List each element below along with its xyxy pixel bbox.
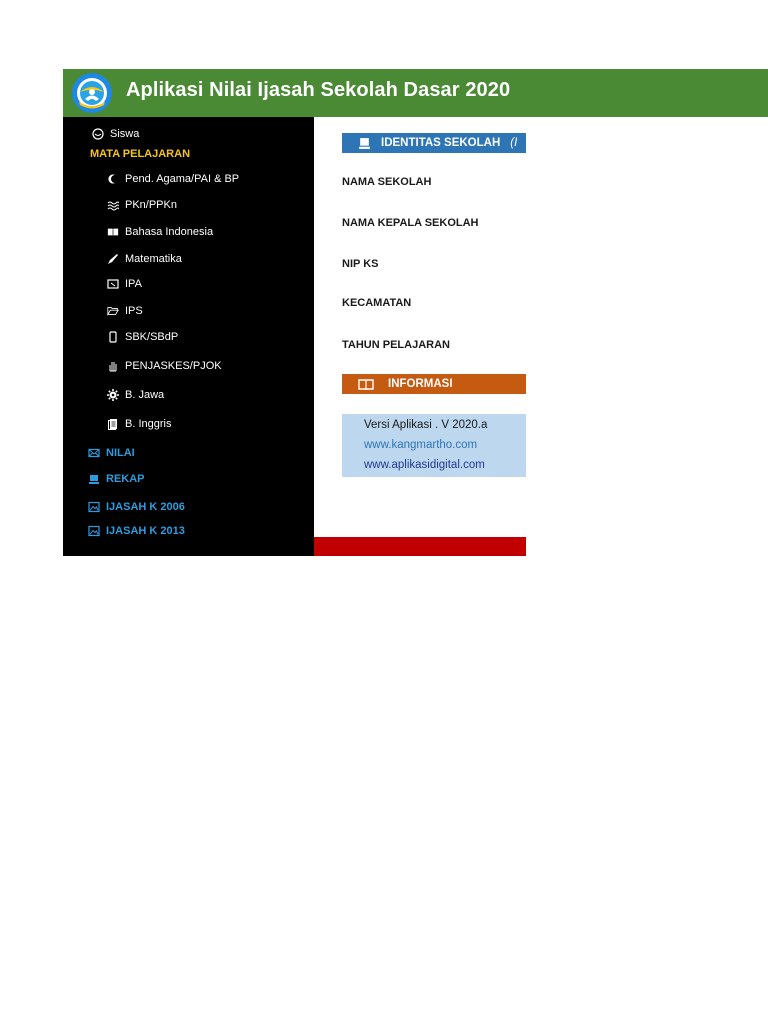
field-kecamatan: KECAMATAN (342, 297, 412, 309)
sidebar-item-label: NILAI (106, 447, 135, 459)
sidebar-item-label: Siswa (110, 128, 140, 140)
main-panel (314, 117, 526, 556)
sidebar-item-label: PKn/PPKn (125, 199, 177, 211)
hand-icon (106, 359, 120, 373)
computer-icon (358, 137, 371, 150)
sidebar-item-b-inggris[interactable] (106, 417, 171, 431)
sidebar-item-label: B. Inggris (125, 418, 172, 430)
waves-icon (106, 198, 120, 212)
sidebar-item-label: IJASAH K 2006 (106, 501, 185, 513)
sidebar-item-label: Pend. Agama/PAI & BP (125, 173, 240, 185)
field-tahun-pelajaran: TAHUN PELAJARAN (342, 339, 450, 351)
sidebar-item-siswa[interactable] (91, 127, 139, 141)
envelope-icon (87, 446, 101, 460)
globe-icon (91, 127, 105, 141)
sidebar-item-label: SBK/SBdP (125, 331, 179, 343)
sidebar-item-penjaskes[interactable] (106, 359, 222, 373)
book-open-icon (358, 378, 374, 391)
crescent-icon (106, 172, 120, 186)
sidebar-item-matematika[interactable] (106, 252, 182, 266)
info-box (342, 414, 526, 477)
sidebar-item-label: Bahasa Indonesia (125, 226, 214, 238)
sidebar-item-label: Matematika (125, 253, 182, 265)
section-mata-pelajaran: MATA PELAJARAN (90, 148, 191, 160)
app-title: Aplikasi Nilai Ijasah Sekolah Dasar 2020 (126, 79, 511, 101)
sidebar-item-ijasah-2013[interactable] (87, 524, 185, 538)
informasi-title: INFORMASI (388, 378, 453, 390)
sidebar-item-b-jawa[interactable] (106, 388, 164, 402)
folder-open-icon (106, 304, 120, 318)
app-version: Versi Aplikasi . V 2020.a (364, 419, 488, 431)
field-nama-sekolah: NAMA SEKOLAH (342, 176, 432, 188)
sidebar-item-ijasah-2006[interactable] (87, 500, 185, 514)
footer-strip (314, 537, 526, 556)
identitas-title: IDENTITAS SEKOLAH (381, 137, 501, 149)
identitas-header (342, 133, 526, 153)
book-open-icon (106, 225, 120, 239)
sidebar-item-label: IPS (125, 305, 143, 317)
sidebar-item-bahasa-indonesia[interactable] (106, 225, 213, 239)
sidebar-item-label: B. Jawa (125, 389, 165, 401)
sidebar-item-label: REKAP (106, 473, 145, 485)
sidebar-item-label: IPA (125, 278, 142, 290)
sidebar-item-ips[interactable] (106, 304, 143, 318)
sidebar-item-label: IJASAH K 2013 (106, 525, 185, 537)
image-icon (87, 524, 101, 538)
sidebar-item-pkn[interactable] (106, 198, 177, 212)
app-header (63, 69, 768, 117)
sidebar-item-label: PENJASKES/PJOK (125, 360, 222, 372)
field-nama-kepala-sekolah: NAMA KEPALA SEKOLAH (342, 217, 479, 229)
sidebar (63, 117, 314, 556)
screen-icon (106, 277, 120, 291)
tut-wuri-handayani-logo (71, 72, 113, 114)
phone-icon (106, 330, 120, 344)
gear-icon (106, 388, 120, 402)
image-icon (87, 500, 101, 514)
sidebar-item-pai[interactable] (106, 172, 239, 186)
informasi-header (342, 374, 526, 394)
computer-icon (87, 472, 101, 486)
field-nip-ks: NIP KS (342, 258, 379, 270)
pen-icon (106, 252, 120, 266)
link-kangmartho[interactable]: www.kangmartho.com (364, 439, 478, 451)
identitas-tail: (I (510, 137, 518, 149)
sidebar-item-ipa[interactable] (106, 277, 142, 291)
sidebar-item-rekap[interactable] (87, 472, 145, 486)
sidebar-item-sbk[interactable] (106, 330, 178, 344)
link-aplikasidigital[interactable]: www.aplikasidigital.com (364, 459, 485, 471)
document-icon (106, 417, 120, 431)
sidebar-item-nilai[interactable] (87, 446, 135, 460)
